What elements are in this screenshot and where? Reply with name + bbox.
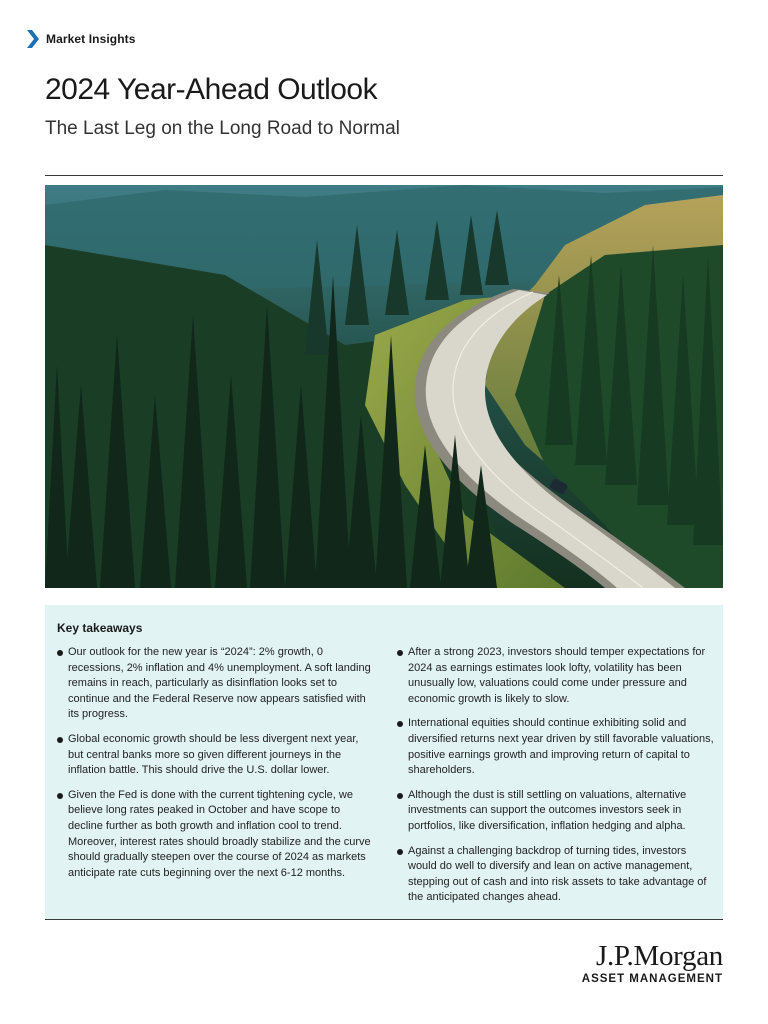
takeaways-right-column [397,645,715,915]
mountain-road-illustration [45,185,723,588]
chevron-right-icon [26,29,40,49]
takeaway-item: After a strong 2023, investors should temper expectations for 2024 as earnings estimates look lofty, volatility has been unusually low, valuations could come under pressure and economic growth is likely to slow. [397,645,715,707]
takeaway-item: International equities should continue exhibiting solid and diversified returns next year driven by still favorable valuations, positive earnings growth and improving return of capital to shareholders. [397,716,715,778]
takeaways-left-column [57,645,375,890]
hero-image [45,185,723,588]
key-takeaways-title: Key takeaways [57,621,143,635]
takeaway-item: Although the dust is still settling on valuations, alternative investments can support the outcomes investors seek in portfolios, like diversification, inflation hedging and alpha. [397,788,715,835]
takeaway-item: Given the Fed is done with the current tightening cycle, we believe long rates peaked in October and have scope to decline further as both growth and inflation cool to trend. Moreover, interest rates should broadly stabilize and the curve should gradually steepen over the course of 2024 as markets anticipate rate cuts beginning over the next 6-12 months. [57,788,375,882]
takeaway-item: Against a challenging backdrop of turning tides, investors would do well to diversify and lean on active management, stepping out of cash and into risk assets to take advantage of the anticipated changes ahead. [397,844,715,906]
page-title: 2024 Year-Ahead Outlook [45,73,378,106]
top-divider [45,175,723,176]
brand-logo [582,940,723,985]
bottom-divider [45,919,723,920]
takeaway-item: Global economic growth should be less divergent next year, but central banks more so given different journeys in the inflation battle. This should drive the U.S. dollar lower. [57,732,375,779]
eyebrow-label: Market Insights [46,32,136,46]
brand-subtitle: ASSET MANAGEMENT [581,973,723,985]
page-subtitle: The Last Leg on the Long Road to Normal [45,118,400,139]
takeaway-item: Our outlook for the new year is “2024”: 2% growth, 0 recessions, 2% inflation and 4% unemployment. A soft landing remains in reach, particularly as disinflation looks set to continue and the Federal Reserve now appears satisfied with its progress. [57,645,375,723]
eyebrow [26,29,136,49]
key-takeaways-panel [45,605,723,919]
brand-name: J.P.Morgan [596,940,723,972]
